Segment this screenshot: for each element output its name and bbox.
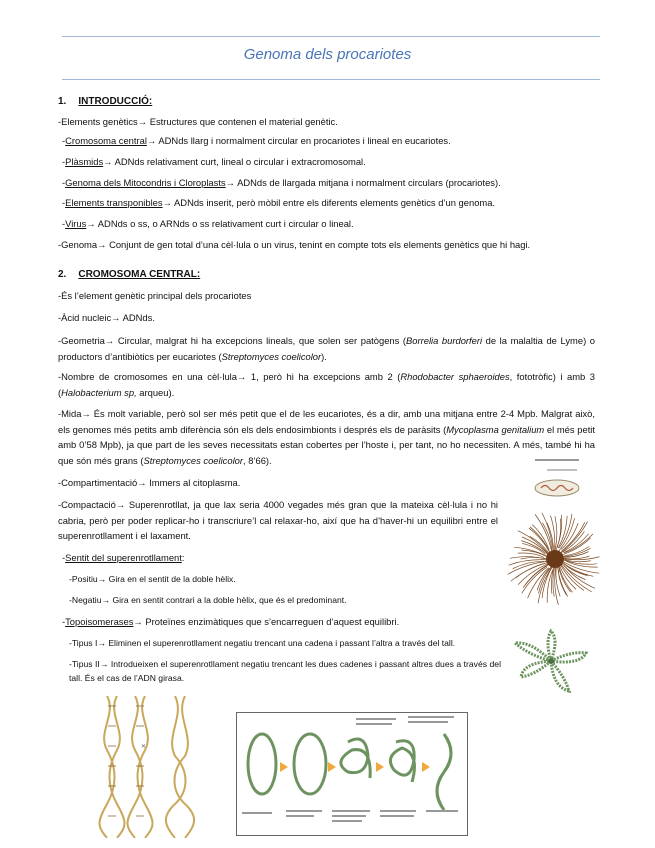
mitocondris-line: -Genoma dels Mitocondris i Cloroplasts→ ADNds de llargada mitjana i normalment circulars (procariotes). [62,177,501,188]
sentit-line: -Sentit del superenrotllament: [62,552,185,563]
dna-helix-figure [97,696,207,838]
top-rule [62,36,600,37]
elements-line: -Elements genètics→ Estructures que contenen el material genètic. [58,116,338,127]
section-1-heading: 1. INTRODUCCIÓ: [58,96,153,107]
topoisomerases-line: -Topoisomerases→ Proteïnes enzimàtiques que s’encarreguen d’aquest equilibri. [62,616,400,627]
acid-line: -Àcid nucleic→ ADNds. [58,312,155,323]
genoma-line: -Genoma→ Conjunt de gen total d’una cèl·lula o un virus, tenint en compte tots els elements genètics que hi hagi. [58,239,531,250]
geometria-paragraph: -Geometria→ Circular, malgrat hi ha excepcions lineals, que solen ser patògens (Borrelia burdorferi de la malaltia de Lyme) o productors d’antibiòtics per eucariotes (Streptomyces coelicolor). [58,335,595,362]
supercoiled-dna-figure [505,500,605,618]
section-2-heading: 2. CROMOSOMA CENTRAL: [58,269,201,280]
plasmids-line: -Plàsmids→ ADNds relativament curt, lineal o circular i extracromosomal. [62,156,366,167]
dna-loop [518,564,548,585]
dna-loop [561,562,593,577]
negatiu-line: -Negatiu→ Gira en sentit contrari a la doble hèlix, que és el predominant. [69,595,347,605]
tipus-2-paragraph: -Tipus II→ Introdueixen el superenrotllament negatiu trencant les dues cadenes i passant altres dues a través del tall. És el cas de l’ADN girasa. [69,659,501,683]
positiu-line: -Positiu→ Gira en el sentit de la doble hèlix. [69,574,236,584]
mida-paragraph: -Mida→ És molt variable, però sol ser més petit que el de les eucariotes, és a dir, amb una mitjana entre 2-4 Mpb. Malgrat això, els genomes més petits amb diferència són els dels endosimbionts i després els de paràsits (Mycoplasma genitalium el més petit amb 0’58 Mpb), ja que part de les seves necessitats estan cobertes per l’hoste i, per tant, no ho necessiten. A més, també hi ha que són més grans (Streptomyces coelicolor, 8’66). [58,408,595,467]
dna-core [546,550,564,568]
dna-loop [555,516,557,550]
dna-loop [538,567,552,603]
dna-loop [561,522,585,551]
coiled-chromosome-figure [508,626,594,696]
dna-loop [555,567,559,605]
compartimentacio-line: -Compartimentació→ Immers al citoplasma. [58,477,241,488]
title-rule [62,79,600,80]
page-title: Genoma dels procariotes [243,46,412,63]
bacterium-figure [527,454,587,500]
supercoiling-steps-figure [236,712,468,836]
transponibles-line: -Elements transponibles→ ADNds inserit, però mòbil entre els diferents elements genètics d’un genoma. [62,197,496,208]
tipus-1-line: -Tipus I→ Eliminen el superenrotllament negatiu trencant una cadena i passant l’altra a través del tall. [69,638,456,648]
svg-text:✕: ✕ [141,743,147,750]
nombre-paragraph: -Nombre de cromosomes en una cèl·lula→ 1, però hi ha excepcions amb 2 (Rhodobacter sphaeroides, fototròfic) i amb 3 (Halobacterium sp, arqueu). [58,371,595,398]
compactacio-paragraph: -Compactació→ Superenrotllat, ja que lax seria 4000 vegades més gran que la mateixa cèl·lula i no hi cabria, però per poder replicar-ho i transcriure’l cal relaxar-ho, així que ha d’haver-hi un equilibri entre el superenrotllament i el laxament. [58,499,498,542]
virus-line: -Virus→ ADNds o ss, o ARNds o ss relativament curt i circular o lineal. [62,218,354,229]
principal-line: -És l’element genètic principal dels procariotes [58,290,252,301]
cromosoma-line: -Cromosoma central→ ADNds llarg i normalment circular en procariotes i lineal en eucariotes. [62,135,451,146]
dna-loop [535,514,552,551]
dna-loop [556,568,560,597]
